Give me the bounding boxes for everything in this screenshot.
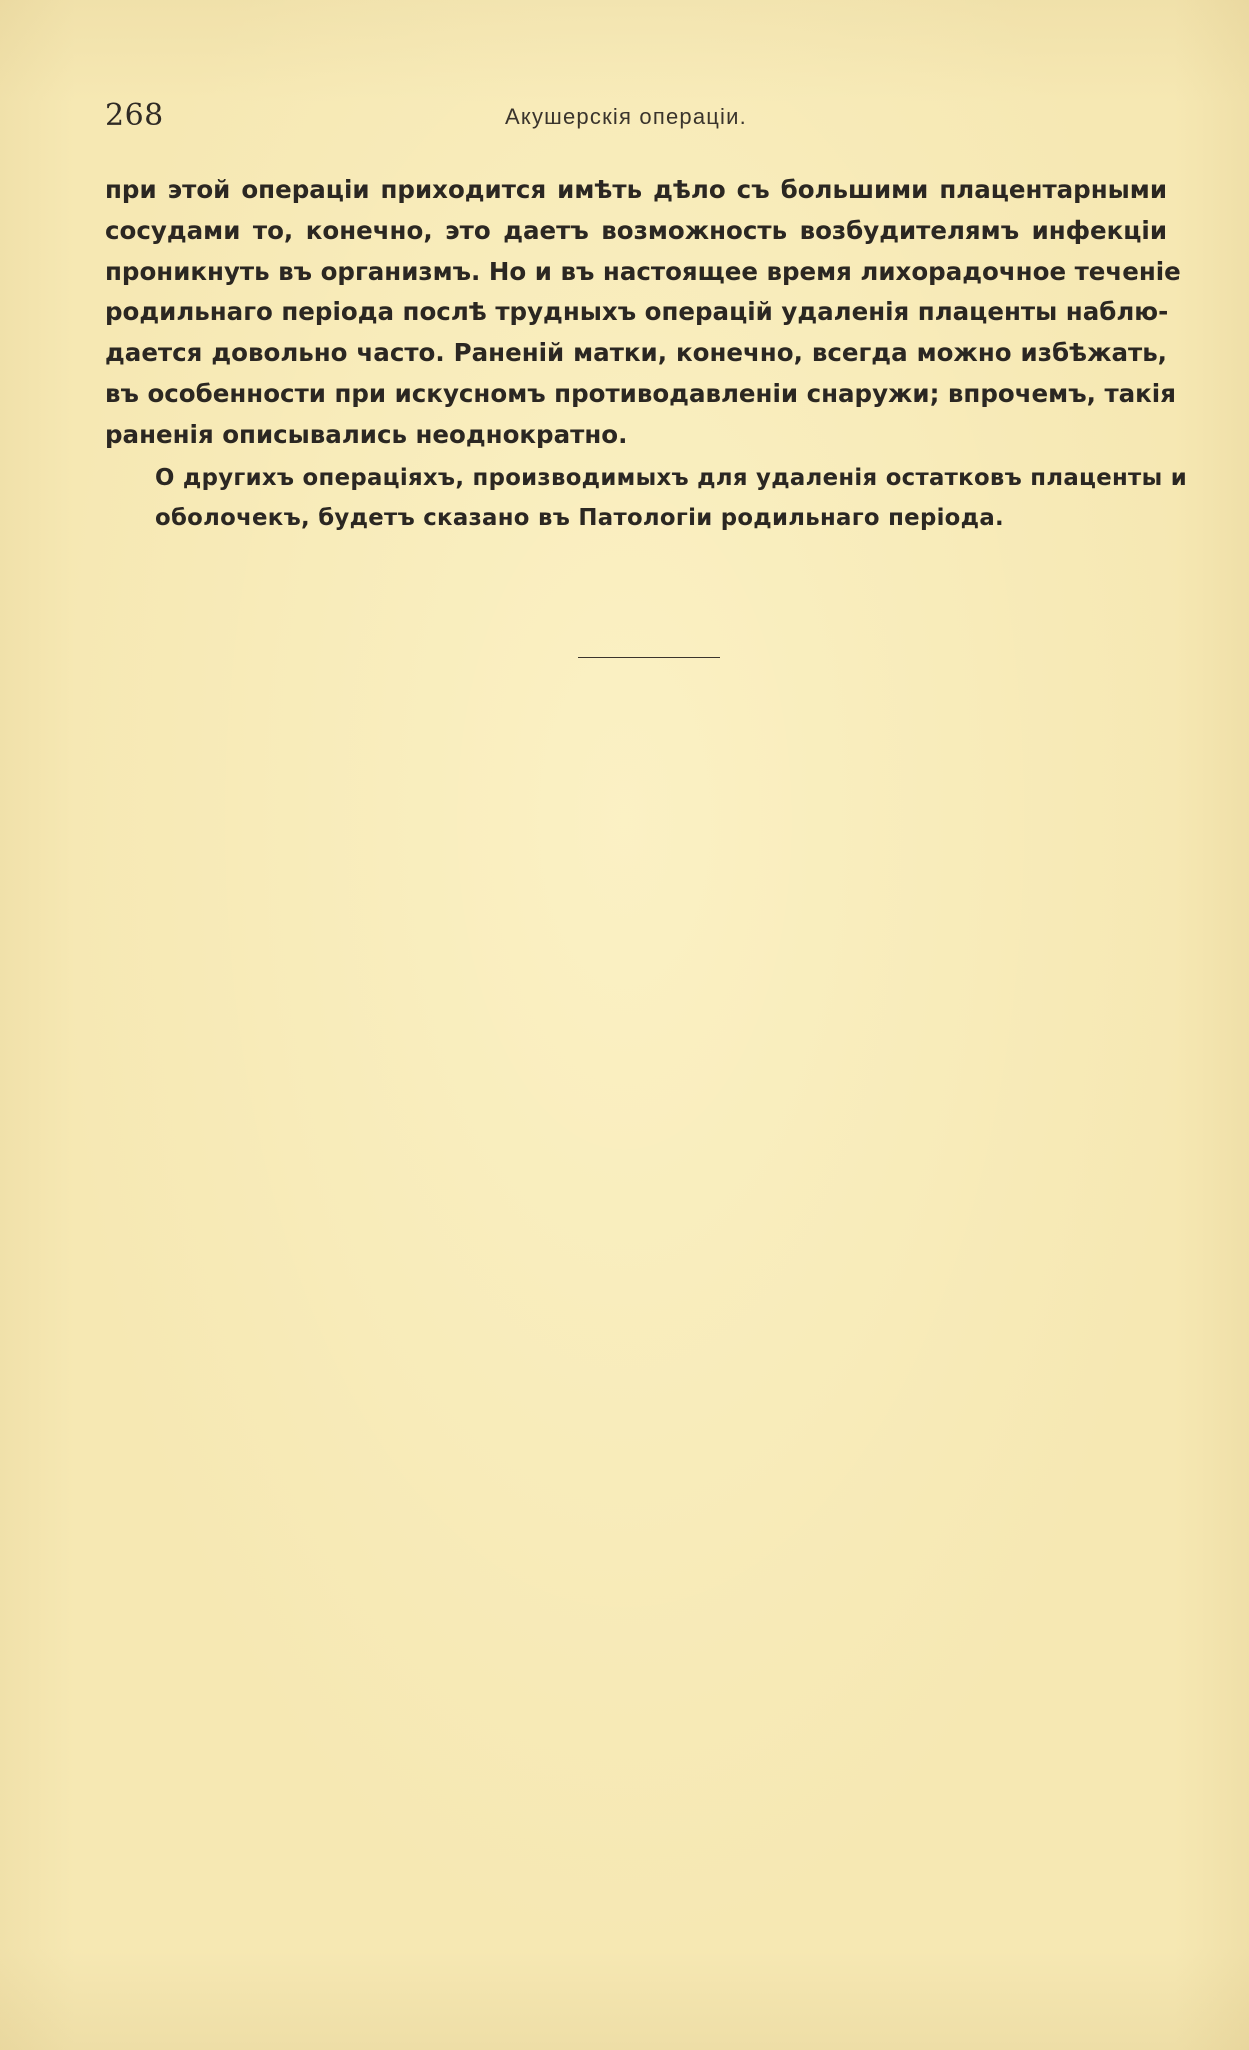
running-title: Акушерскія операціи. [505,104,747,129]
paragraph-2 [105,458,1187,538]
page-number: 268 [105,98,164,133]
text-line: сосудами то, конечно, это даетъ возможность возбудителямъ инфекціи [105,215,1167,245]
text-line: оболочекъ, будетъ сказано въ Патологіи родильнаго періода. [155,504,1004,531]
body-text [105,170,1187,538]
page-header [105,98,1145,138]
text-line: раненія описывались неоднократно. [105,419,628,449]
paragraph-1 [105,170,1181,456]
text-line: О другихъ операціяхъ, производимыхъ для удаленія остатковъ плаценты и [155,464,1187,491]
text-line: проникнуть въ организмъ. Но и въ настоящее время лихорадочное теченіе [105,256,1181,286]
section-end-rule [578,657,720,658]
text-line: при этой операціи приходится имѣть дѣло съ большими плацентарными [105,175,1167,204]
text-line: въ особенности при искусномъ противодавленіи снаружи; впрочемъ, такія [105,378,1176,408]
text-line: родильнаго періода послѣ трудныхъ операцій удаленія плаценты наблю- [105,297,1169,327]
text-line: дается довольно часто. Раненій матки, конечно, всегда можно избѣжать, [105,338,1167,368]
